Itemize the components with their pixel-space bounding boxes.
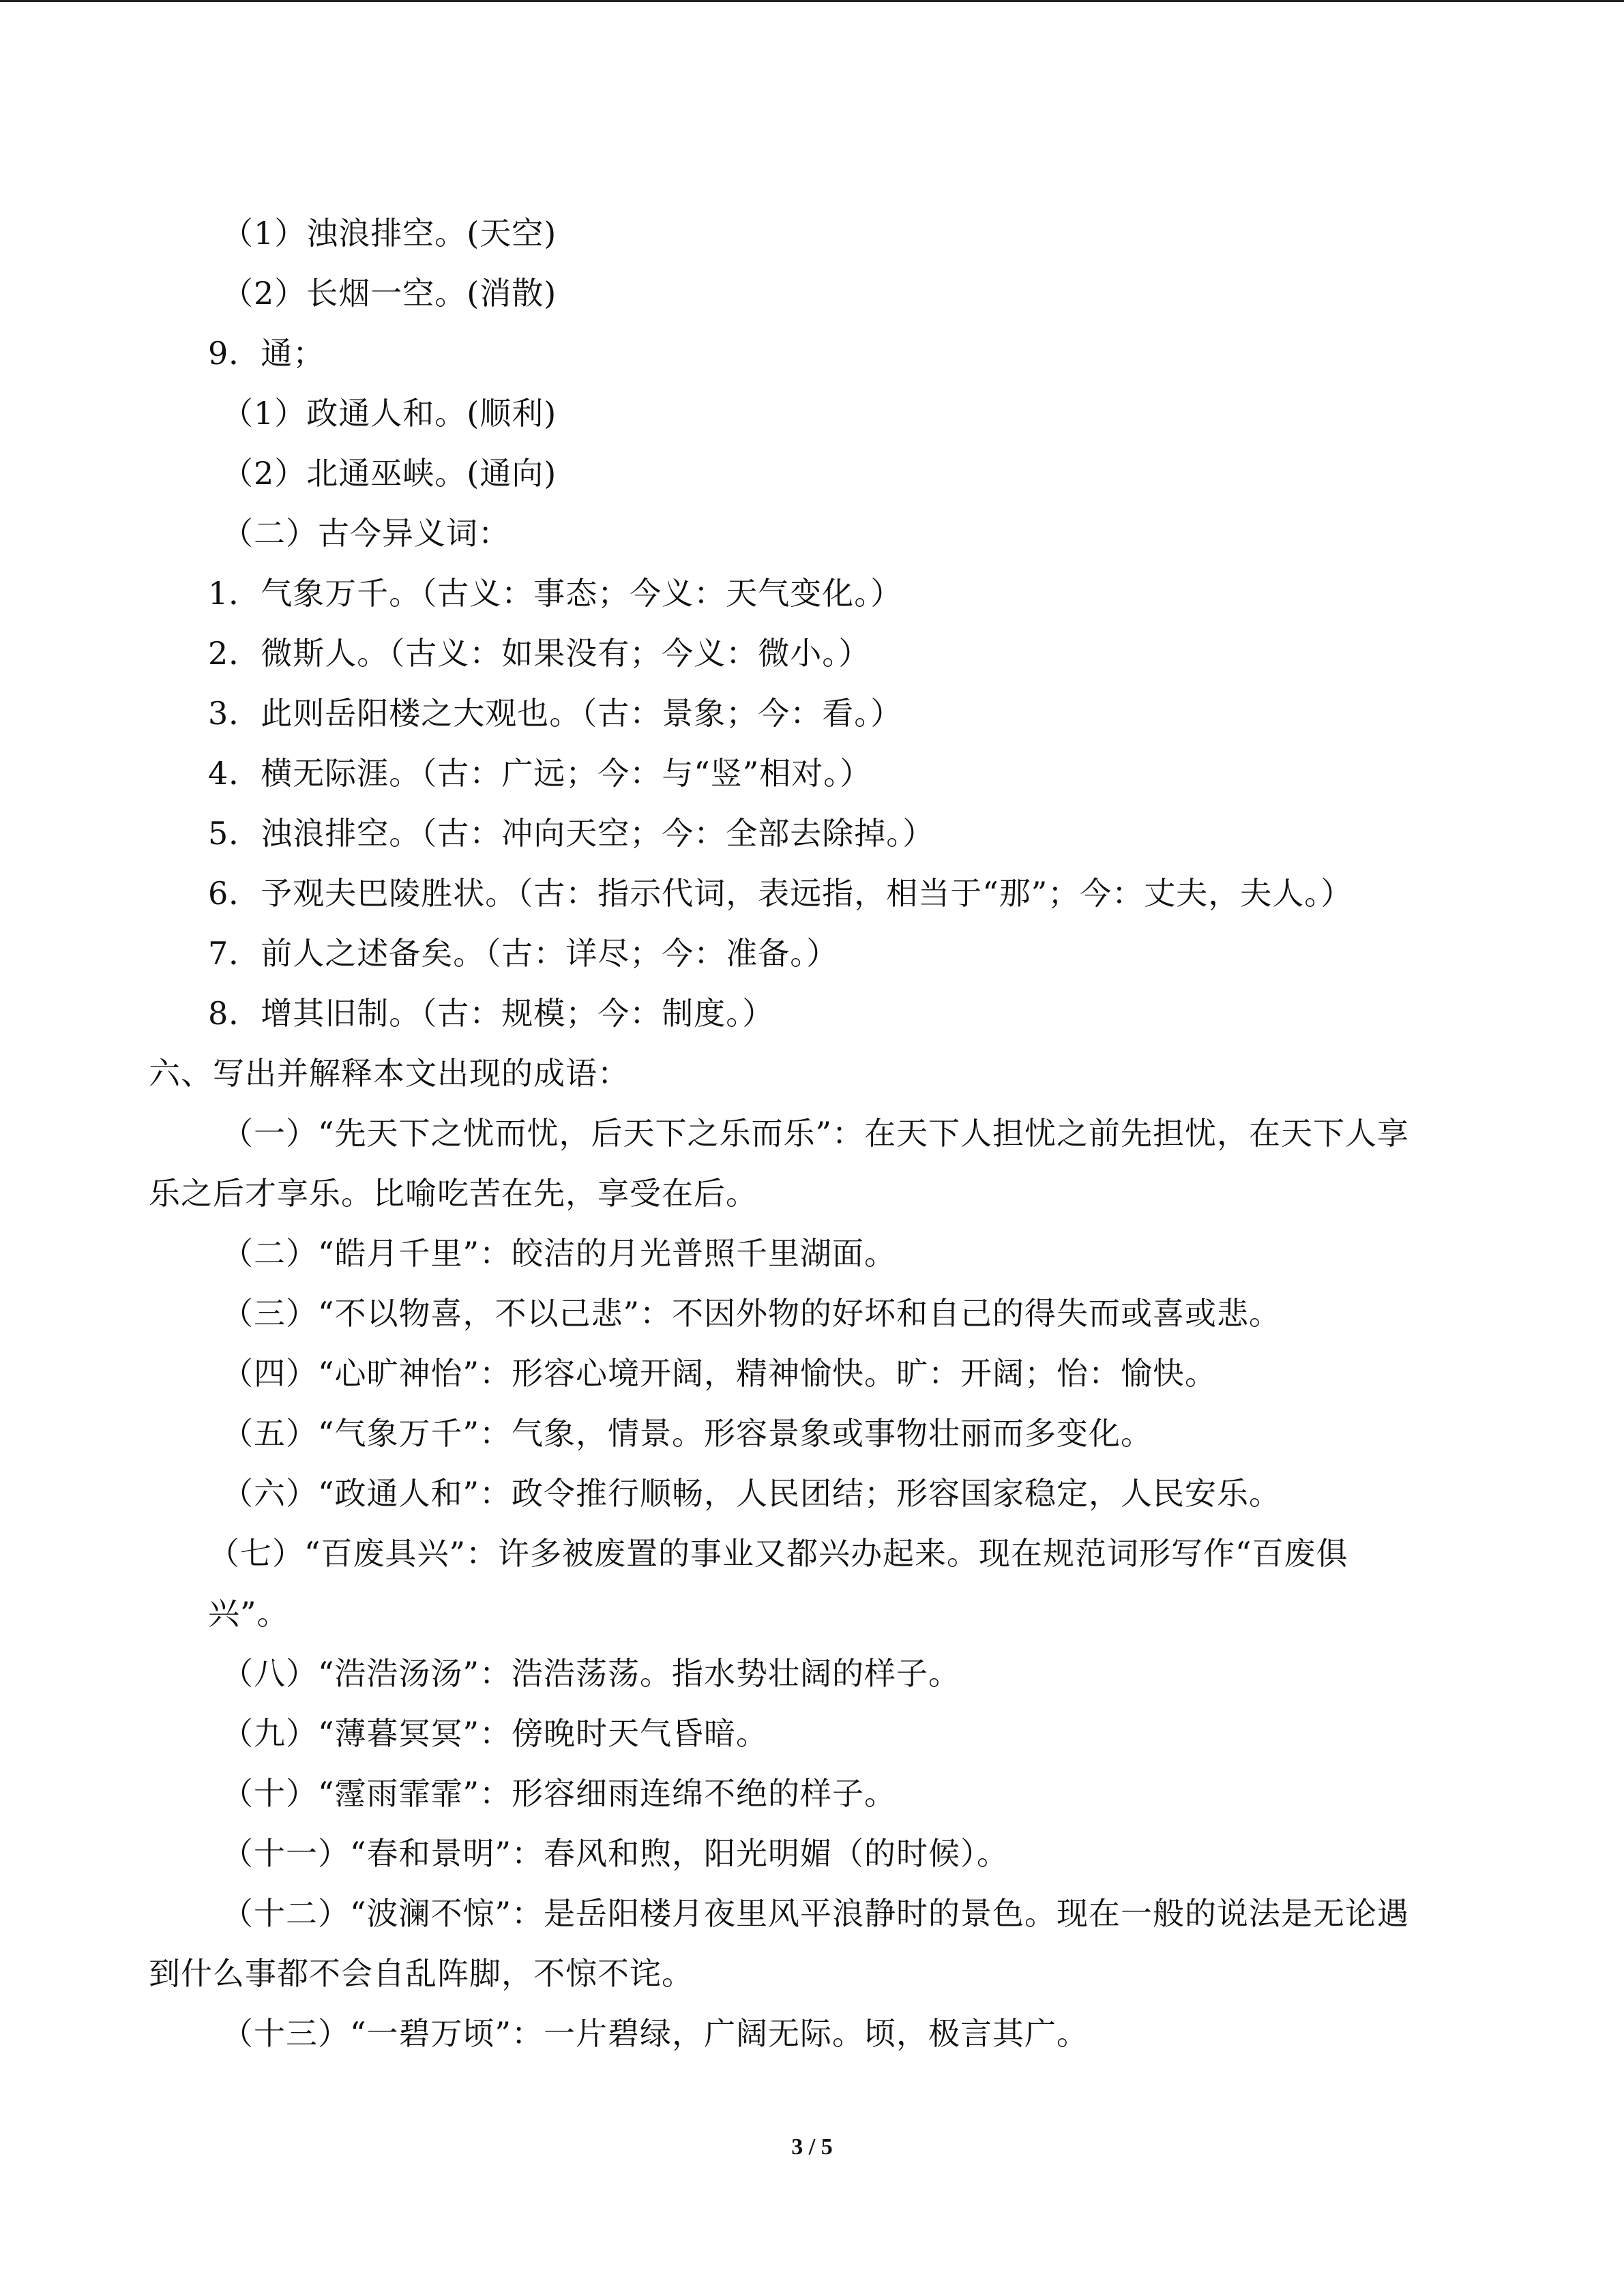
text-line: （十三）“一碧万顷”：一片碧绿，广阔无际。顷，极言其广。 (222, 2015, 1089, 2052)
text-line: （二）“皓月千里”：皎洁的月光普照千里湖面。 (222, 1235, 897, 1272)
text-line: （四）“心旷神怡”：形容心境开阔，精神愉快。旷：开阔；怡：愉快。 (222, 1355, 1217, 1392)
text-line: （三）“不以物喜，不以己悲”：不因外物的好坏和自己的得失而或喜或悲。 (222, 1295, 1282, 1332)
text-line: 乐之后才享乐。比喻吃苦在先，享受在后。 (149, 1175, 758, 1212)
text-line: 2．微斯人。（古义：如果没有；今义：微小。） (208, 635, 871, 672)
text-line: 9．通； (208, 335, 325, 372)
text-line: 5．浊浪排空。（古：冲向天空；今：全部去除掉。） (208, 815, 935, 852)
text-line: 3．此则岳阳楼之大观也。（古：景象；今：看。） (208, 695, 903, 732)
text-line: 4．横无际涯。（古：广远；今：与“竖”相对。） (208, 755, 872, 792)
text-line: 兴”。 (208, 1595, 289, 1632)
top-border-line (0, 0, 1624, 2)
text-line: （2）长烟一空。(消散) (222, 275, 557, 312)
text-line: （八）“浩浩汤汤”：浩浩荡荡。指水势壮阔的样子。 (222, 1655, 961, 1692)
text-line: （六）“政通人和”：政令推行顺畅，人民团结；形容国家稳定，人民安乐。 (222, 1475, 1282, 1512)
text-line: （五）“气象万千”：气象，情景。形容景象或事物壮丽而多变化。 (222, 1415, 1153, 1452)
text-line: （一）“先天下之忧而忧，后天下之乐而乐”：在天下人担忧之前先担忧，在天下人享 (222, 1115, 1410, 1152)
text-line: （七）“百废具兴”：许多被废置的事业又都兴办起来。现在规范词形写作“百废俱 (208, 1535, 1348, 1572)
text-line: 8．增其旧制。（古：规模；今：制度。） (208, 995, 775, 1032)
page-number: 3 / 5 (791, 2134, 833, 2160)
text-line: 6．予观夫巴陵胜状。（古：指示代词，表远指，相当于“那”；今：丈夫，夫人。） (208, 875, 1353, 912)
text-line: （九）“薄暮冥冥”：傍晚时天气昏暗。 (222, 1715, 769, 1752)
text-line: 7．前人之述备矣。（古：详尽；今：准备。） (208, 935, 839, 972)
text-line: 1．气象万千。（古义：事态；今义：天气变化。） (208, 575, 903, 612)
text-line: 到什么事都不会自乱阵脚，不惊不诧。 (149, 1955, 694, 1992)
text-line: （十）“霪雨霏霏”：形容细雨连绵不绝的样子。 (222, 1775, 897, 1812)
text-line: （1）浊浪排空。(天空) (222, 215, 557, 252)
text-line: （十二）“波澜不惊”：是岳阳楼月夜里风平浪静时的景色。现在一般的说法是无论遇 (222, 1895, 1410, 1932)
text-line: （1）政通人和。(顺利) (222, 395, 557, 432)
text-line: （十一）“春和景明”：春风和煦，阳光明媚（的时候）。 (222, 1835, 1009, 1872)
text-line: （2）北通巫峡。(通向) (222, 455, 557, 492)
section-heading: 六、写出并解释本文出现的成语： (149, 1055, 630, 1092)
section-heading: （二）古今异义词： (222, 515, 510, 552)
